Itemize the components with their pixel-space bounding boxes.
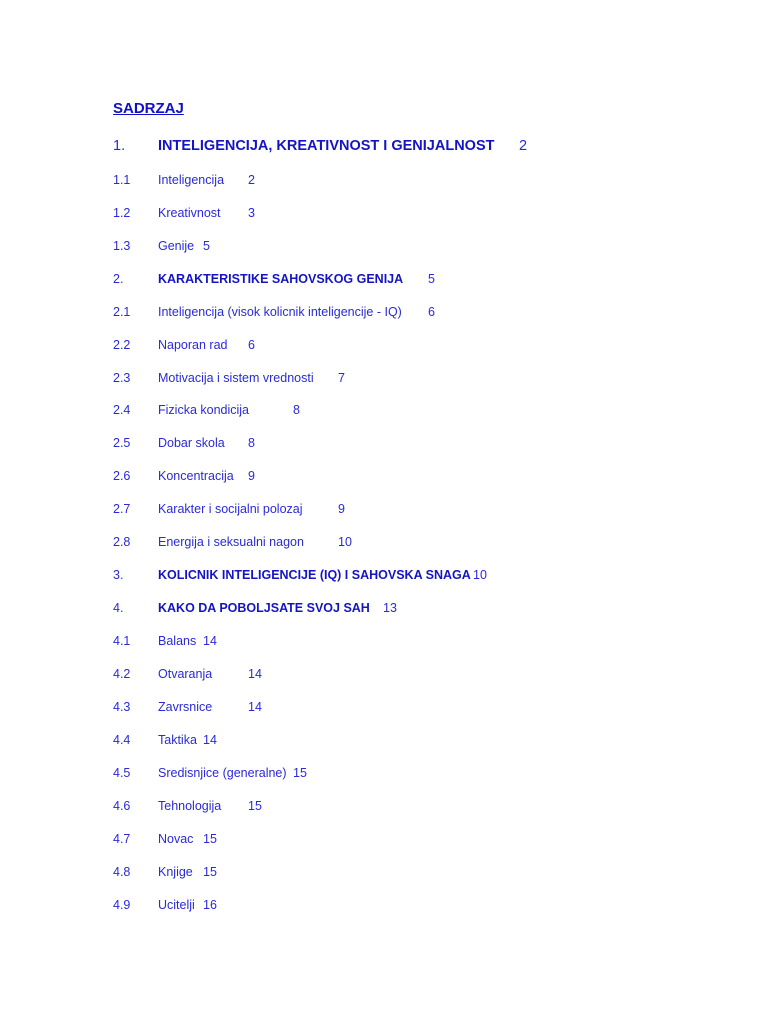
toc-entry-number: 2.4 [113,403,131,417]
toc-entry[interactable] [0,466,768,486]
toc-entry[interactable] [0,236,768,256]
toc-entry[interactable] [0,433,768,453]
toc-entry-label: Motivacija i sistem vrednosti [158,371,314,385]
toc-entry-label: Energija i seksualni nagon [158,535,304,549]
toc-entry[interactable] [0,170,768,190]
toc-entry-number: 2.7 [113,502,131,516]
toc-entry[interactable] [0,631,768,651]
toc-entry[interactable] [0,335,768,355]
toc-entry-page: 14 [248,700,262,714]
toc-entry-number: 1.3 [113,239,131,253]
toc-entry-label: Koncentracija [158,469,234,483]
toc-entry-number: 2.1 [113,305,131,319]
toc-entry-page: 3 [248,206,255,220]
toc-entry-page: 15 [293,766,307,780]
toc-entry-page: 16 [203,898,217,912]
toc-entry-number: 4.7 [113,832,131,846]
toc-entry[interactable] [0,400,768,420]
toc-entry-page: 13 [383,601,397,615]
toc-entry[interactable] [0,136,768,156]
toc-entry-number: 4.8 [113,865,131,879]
toc-entry-label: Inteligencija (visok kolicnik inteligencije - IQ) [158,305,402,319]
toc-entry-number: 4.4 [113,733,131,747]
toc-entry-number: 2.8 [113,535,131,549]
toc-entry[interactable] [0,302,768,322]
toc-entry-label: Tehnologija [158,799,222,813]
toc-entry-label: Genije [158,239,195,253]
toc-entry-number: 2.3 [113,371,131,385]
toc-entry[interactable] [0,203,768,223]
toc-entry-page: 9 [248,469,255,483]
toc-entry-number: 4.9 [113,898,131,912]
toc-entry[interactable] [0,368,768,388]
toc-entry-label: Sredisnjice (generalne) [158,766,287,780]
toc-entry-page: 10 [338,535,352,549]
toc-entry-page: 8 [293,403,300,417]
toc-entry-label: Taktika [158,733,197,747]
toc-entry[interactable] [0,499,768,519]
toc-entry[interactable] [0,598,768,618]
toc-entry-page: 15 [248,799,262,813]
toc-entry-label: Naporan rad [158,338,228,352]
toc-entry-page: 15 [203,832,217,846]
toc-entry[interactable] [0,895,768,915]
toc-entry-number: 4.6 [113,799,131,813]
toc-entry-number: 1.1 [113,173,131,187]
toc-entry-page: 6 [248,338,255,352]
toc-entry-number: 2.5 [113,436,131,450]
toc-entry-number: 3. [113,568,124,582]
toc-entry-page: 7 [338,371,345,385]
toc-entry-label: Fizicka kondicija [158,403,250,417]
toc-entry[interactable] [0,532,768,552]
toc-entry[interactable] [0,829,768,849]
toc-entry-number: 4. [113,601,124,615]
toc-entry-label: Otvaranja [158,667,213,681]
toc-entry-label: KARAKTERISTIKE SAHOVSKOG GENIJA [158,272,404,286]
toc-entry[interactable] [0,269,768,289]
toc-entry[interactable] [0,796,768,816]
toc-entry-label: KAKO DA POBOLJSATE SVOJ SAH [158,601,370,615]
toc-entry[interactable] [0,730,768,750]
toc-entry-number: 2.6 [113,469,131,483]
toc-entry-label: Ucitelji [158,898,195,912]
toc-entry-page: 2 [248,173,255,187]
toc-entry[interactable] [0,862,768,882]
toc-entry-number: 2. [113,272,124,286]
toc-entry-label: Novac [158,832,194,846]
toc-entry-number: 4.2 [113,667,131,681]
toc-entry-page: 14 [248,667,262,681]
toc-entry[interactable] [0,664,768,684]
toc-heading[interactable]: SADRZAJ [113,100,184,117]
toc-entry-number: 4.3 [113,700,131,714]
toc-entry-page: 14 [203,634,217,648]
toc-entry-number: 1.2 [113,206,131,220]
toc-entry-label: Karakter i socijalni polozaj [158,502,303,516]
toc-entry-page: 6 [428,305,435,319]
toc-entry-page: 14 [203,733,217,747]
toc-entry-label: INTELIGENCIJA, KREATIVNOST I GENIJALNOST [158,138,495,154]
toc-entry-number: 4.5 [113,766,131,780]
toc-entry-page: 2 [519,138,528,154]
toc-entry-label: Dobar skola [158,436,225,450]
toc-entry-page: 9 [338,502,345,516]
toc-entry-page: 5 [203,239,210,253]
toc-entry-number: 1. [113,138,126,154]
toc-entry-label: Knjige [158,865,193,879]
toc-entry[interactable] [0,697,768,717]
toc-entry-page: 5 [428,272,435,286]
toc-entry-number: 2.2 [113,338,131,352]
toc-entry-label: KOLICNIK INTELIGENCIJE (IQ) I SAHOVSKA SNAGA [158,568,471,582]
toc-entry[interactable] [0,763,768,783]
toc-entry-label: Zavrsnice [158,700,213,714]
toc-entry-page: 15 [203,865,217,879]
toc-entry[interactable] [0,565,768,585]
toc-entry-page: 10 [473,568,487,582]
toc-entry-label: Inteligencija [158,173,225,187]
toc-entry-page: 8 [248,436,255,450]
toc-entry-label: Kreativnost [158,206,221,220]
toc-entry-label: Balans [158,634,197,648]
toc-entry-number: 4.1 [113,634,131,648]
